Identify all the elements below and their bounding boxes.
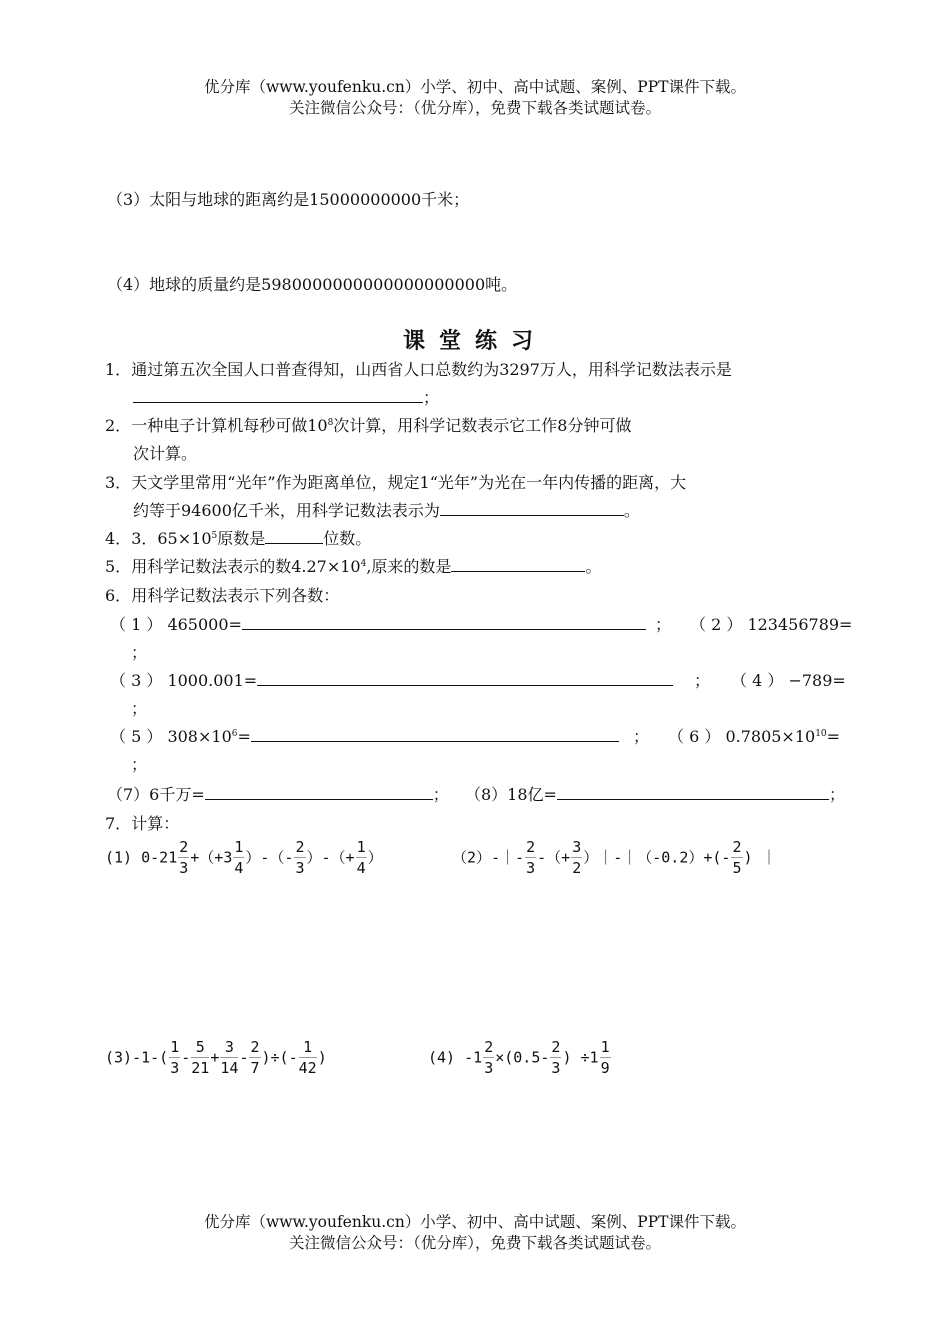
numerator: 2 [179,838,189,856]
expr-text: (1) 0-21 [105,848,178,867]
question-text: 3．65×10 [131,529,212,548]
exponent: 10 [815,729,827,739]
semicolon: ； [828,785,845,804]
expr-text: ）｜-｜（-0.2）+(- [583,848,731,867]
question-number: 6． [105,586,132,605]
question-number: 2． [105,416,132,435]
denominator: 3 [295,859,305,877]
expr-text: -（+ [537,848,571,867]
fraction [299,1040,317,1076]
question-text: 用科学记数法表示的数4.27×10 [131,557,361,576]
expr-text: (4) -1 [428,1048,483,1067]
question-number: 4． [105,529,132,548]
question-2 [105,413,631,436]
denominator: 4 [234,859,244,877]
q6-part-1 [110,612,646,635]
question-4 [105,526,371,549]
section-title: 课堂练习 [402,329,547,354]
fraction [550,1040,561,1076]
page-footer-line-1: 优分库（www.youfenku.cn）小学、初中、高中试题、案例、PPT课件下载。 [203,1213,747,1231]
q6-part-4: （ 4 ） −789= [731,671,846,690]
fraction [483,1040,494,1076]
numerator: 2 [295,838,305,856]
q6-part-8 [465,782,845,805]
expr-text: )÷(- [261,1048,298,1067]
answer-blank[interactable] [451,557,585,572]
intro-item-4: （4）地球的质量约是5980000000000000000000吨。 [107,275,518,294]
answer-blank[interactable] [251,727,619,742]
denominator: 14 [220,1059,239,1077]
question-3 [105,470,686,493]
part-label: （7）6千万= [107,785,205,804]
numerator: 3 [572,838,582,856]
expression-3 [105,1040,327,1076]
q6-semicolon: ； [694,671,711,690]
numerator: 2 [484,1038,494,1056]
expr-text: ) ÷1 [562,1048,599,1067]
fraction [356,840,367,876]
question-1 [105,357,732,380]
question-text: ,原来的数是 [366,557,452,576]
fraction [731,840,742,876]
exponent: 8 [327,418,334,428]
question-text: 位数。 [323,529,372,548]
fraction [220,1040,238,1076]
answer-blank[interactable] [265,529,323,544]
part-label: （ 1 ） 465000= [110,615,242,634]
denominator: 3 [551,1059,561,1077]
question-6 [105,583,339,606]
q6-part-7 [107,782,449,805]
numerator: 1 [170,1038,180,1056]
fraction [571,840,582,876]
part-label: （8）18亿= [465,785,557,804]
denominator: 9 [600,1059,610,1077]
expr-text: ）-（+ [306,848,355,867]
denominator: 3 [526,859,536,877]
expr-text: ）-（- [245,848,294,867]
numerator: 2 [732,838,742,856]
question-number: 1． [105,360,132,379]
q6-part-6 [668,724,840,747]
question-text: 计算： [131,814,180,833]
part-label: （ 6 ） 0.7805×10 [668,727,816,746]
numerator: 1 [600,1038,610,1056]
numerator: 1 [299,1040,317,1058]
question-text: 原数是 [217,529,266,548]
fraction [249,1040,260,1076]
exponent: 6 [231,729,238,739]
q6-semicolon: ； [131,643,148,662]
denominator: 2 [572,859,582,877]
fraction [233,840,244,876]
expr-text: +（+3 [190,848,233,867]
question-number: 7． [105,814,132,833]
denominator: 21 [191,1059,210,1077]
question-text: 天文学里常用“光年”作为距离单位，规定1“光年”为光在一年内传播的距离，大 [131,473,687,492]
part-label: = [826,727,841,746]
q6-semicolon: ； [633,727,650,746]
numerator: 2 [250,1038,260,1056]
question-text: 通过第五次全国人口普查得知，山西省人口总数约为3297万人，用科学记数法表示是 [131,360,732,379]
fraction [294,840,305,876]
answer-blank[interactable] [133,388,423,403]
denominator: 3 [179,859,189,877]
expr-text: + [210,1048,220,1067]
question-text: 次计算，用科学记数表示它工作8分钟可做 [333,416,632,435]
fraction [169,1040,180,1076]
answer-blank[interactable] [257,671,673,686]
exponent: 4 [360,559,367,569]
answer-blank[interactable] [440,501,624,516]
expr-text: ) [317,1048,327,1067]
expression-1 [105,840,383,876]
part-label: （ 3 ） 1000.001= [110,671,258,690]
answer-blank[interactable] [242,615,646,630]
q6-semicolon: ； [131,755,148,774]
denominator: 7 [250,1059,260,1077]
question-number: 5． [105,557,132,576]
answer-tail: 。 [623,501,640,520]
denominator: 4 [356,859,366,877]
page-footer-line-2: 关注微信公众号：（优分库），免费下载各类试题试卷。 [288,1234,661,1252]
fraction [191,1040,209,1076]
expr-text: （2）-｜- [452,848,525,867]
expr-text: ×(0.5- [495,1048,550,1067]
expr-text: ) ｜ [743,848,777,867]
question-1-answer [133,385,439,408]
numerator: 3 [220,1040,238,1058]
question-text: 一种电子计算机每秒可做10 [131,416,328,435]
numerator: 5 [191,1040,209,1058]
expr-text: (3)-1-( [105,1048,169,1067]
part-label: （ 5 ） 308×10 [110,727,232,746]
question-2-line-2: 次计算。 [133,444,198,463]
q6-part-3 [110,668,673,691]
fraction [600,1040,611,1076]
fraction [178,840,189,876]
part-label: = [237,727,251,746]
expr-text: - [181,1048,191,1067]
denominator: 3 [484,1059,494,1077]
denominator: 42 [298,1059,317,1077]
numerator: 2 [551,1038,561,1056]
page-header-line-1: 优分库（www.youfenku.cn）小学、初中、高中试题、案例、PPT课件下载。 [203,78,747,96]
question-3-line-2 [133,498,640,521]
numerator: 2 [526,838,536,856]
answer-blank[interactable] [205,785,433,800]
answer-tail: ； [423,388,440,407]
expr-text: ） [367,848,383,867]
q6-semicolon: ； [131,699,148,718]
question-text: 用科学记数法表示下列各数： [131,586,340,605]
expression-2 [452,840,777,876]
denominator: 3 [170,1059,180,1077]
numerator: 1 [234,838,244,856]
answer-tail: 。 [585,557,602,576]
fraction [525,840,536,876]
q6-part-5 [110,724,619,747]
question-text: 约等于94600亿千米，用科学记数法表示为 [133,501,440,520]
semicolon: ； [432,785,449,804]
intro-item-3: （3）太阳与地球的距离约是15000000000千米； [107,190,470,209]
q6-semicolon: ； [655,615,672,634]
expr-text: - [239,1048,249,1067]
numerator: 1 [356,838,366,856]
page-header-line-2: 关注微信公众号：（优分库），免费下载各类试题试卷。 [288,99,661,117]
question-7 [105,811,179,834]
question-5 [105,554,601,577]
answer-blank[interactable] [557,785,829,800]
q6-part-2: （ 2 ） 123456789= [690,615,853,634]
expression-4 [428,1040,612,1076]
denominator: 5 [732,859,742,877]
question-number: 3． [105,473,132,492]
exponent: 5 [211,531,218,541]
